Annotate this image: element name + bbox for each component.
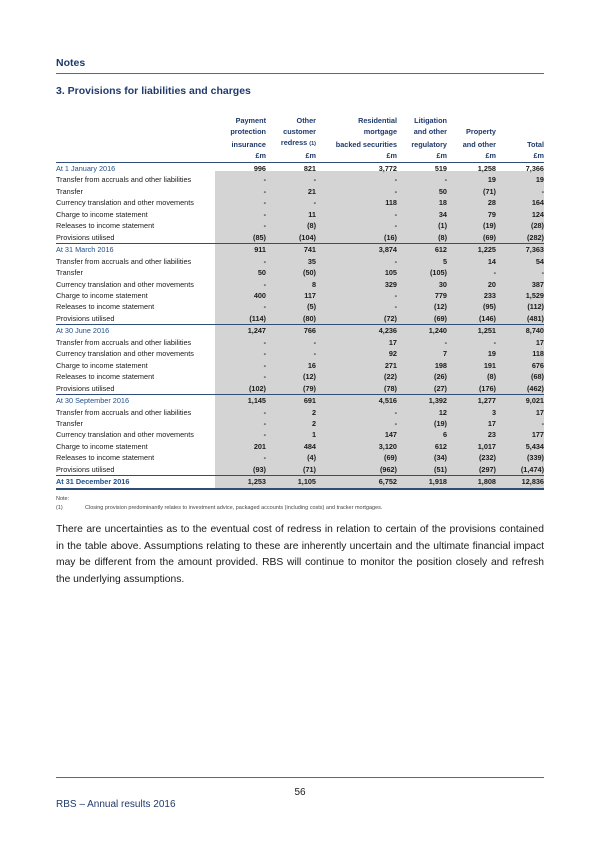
value-cell: 612 (434, 245, 447, 255)
value-cell: 20 (487, 279, 496, 289)
column-header-text: protection (230, 127, 266, 136)
header-row (56, 126, 544, 137)
body-paragraph: There are uncertainties as to the eventual cost of redress in relation to certain of the provisions contained in the table above. Assumptions relating to these are inherently uncertain and the ultimate financial impact may be different from the amount provided. RBS will continue to monitor the position closely and refresh the underlying assumptions. (56, 524, 544, 585)
value-cell: 3,772 (378, 164, 397, 173)
table-row (56, 313, 544, 325)
row-label: At 31 March 2016 (56, 245, 114, 255)
value-cell: 17 (487, 418, 496, 428)
value-cell: (12) (303, 372, 316, 382)
value-cell: (50) (303, 268, 316, 278)
table-row (56, 256, 544, 267)
column-header-text: Litigation (414, 116, 447, 125)
row-label: Charge to income statement (56, 209, 148, 219)
column-header (397, 115, 447, 126)
value-cell: 12 (438, 407, 447, 417)
value-cell: - (263, 302, 266, 312)
row-label: Releases to income statement (56, 372, 155, 382)
column-header-text: redress (280, 138, 308, 147)
table-row (56, 186, 544, 197)
header-label-cell (56, 137, 216, 150)
row-label: Charge to income statement (56, 360, 148, 370)
value-cell: (22) (384, 372, 397, 382)
column-header-text: £m (305, 151, 316, 160)
value-cell: 19 (487, 175, 496, 185)
column-header (397, 137, 447, 150)
value-cell: (28) (531, 221, 544, 231)
value-cell: - (394, 209, 397, 219)
footnote-marker: (1) (309, 141, 316, 147)
value-cell: 3,874 (378, 245, 397, 255)
table-row (56, 395, 544, 407)
value-cell: - (493, 337, 496, 347)
value-cell: - (263, 175, 266, 185)
value-cell: 124 (531, 209, 544, 219)
value-cell: 2 (311, 418, 316, 428)
value-cell: 1 (311, 430, 316, 440)
row-label: Transfer from accruals and other liabilities (56, 175, 192, 185)
table-row (56, 348, 544, 359)
column-header (496, 137, 544, 150)
row-label: Releases to income statement (56, 302, 155, 312)
value-cell: 191 (483, 360, 496, 370)
column-header-text: regulatory (411, 140, 447, 149)
value-cell: 35 (307, 256, 316, 266)
value-cell: (95) (483, 302, 496, 312)
column-header (266, 137, 316, 150)
table-row (56, 418, 544, 429)
column-header-text: Payment (235, 116, 266, 125)
value-cell: (146) (447, 313, 496, 325)
column-header-text: £m (485, 151, 496, 160)
value-cell: 4,516 (378, 396, 397, 406)
value-cell: 16 (307, 360, 316, 370)
value-cell: 519 (434, 164, 447, 173)
value-cell: (114) (216, 313, 266, 325)
value-cell: (19) (434, 418, 447, 428)
column-header-text: backed securities (335, 140, 397, 149)
value-cell: - (263, 198, 266, 208)
table-row (56, 337, 544, 348)
value-cell: - (313, 349, 316, 359)
column-header (316, 150, 397, 163)
note-number: (1) (56, 505, 63, 511)
value-cell: (16) (316, 232, 397, 244)
value-cell: 117 (304, 290, 316, 300)
value-cell: (8) (487, 372, 496, 382)
value-cell: 7,366 (525, 164, 544, 173)
value-cell: 1,529 (525, 290, 544, 300)
header-label-cell (56, 115, 216, 126)
value-cell: - (263, 372, 266, 382)
value-cell: (462) (496, 383, 544, 395)
value-cell: - (263, 256, 266, 266)
table-row (56, 441, 544, 452)
value-cell: - (394, 175, 397, 185)
value-cell: (105) (429, 268, 447, 278)
row-label: Provisions utilised (56, 464, 216, 476)
value-cell: - (263, 418, 266, 428)
value-cell: 92 (388, 349, 397, 359)
footer-title: RBS – Annual results 2016 (56, 799, 176, 810)
value-cell: 17 (535, 337, 544, 347)
column-header-text: mortgage (363, 127, 397, 136)
value-cell: 11 (308, 209, 316, 219)
value-cell: (232) (478, 453, 496, 463)
column-header-text: Total (527, 140, 544, 149)
table-row (56, 197, 544, 208)
column-header-text: and other (413, 127, 447, 136)
row-label: Releases to income statement (56, 221, 155, 231)
value-cell: 17 (388, 337, 397, 347)
table-row (56, 174, 544, 185)
column-header (316, 137, 397, 150)
value-cell: - (263, 349, 266, 359)
value-cell: 1,918 (397, 476, 447, 489)
notes-heading: Notes (56, 57, 86, 69)
table-row (56, 163, 544, 175)
row-label: Transfer from accruals and other liabilities (56, 337, 192, 347)
value-cell: 8 (311, 279, 316, 289)
value-cell: 1,392 (428, 396, 447, 406)
column-header-text: £m (533, 151, 544, 160)
value-cell: (8) (307, 221, 316, 231)
value-cell: 50 (257, 268, 266, 278)
value-cell: - (263, 360, 266, 370)
column-header (316, 126, 397, 137)
value-cell: 996 (253, 164, 266, 173)
value-cell: - (263, 453, 266, 463)
table-row (56, 464, 544, 476)
value-cell: 18 (438, 198, 447, 208)
value-cell: 3 (491, 407, 496, 417)
value-cell: 7,363 (525, 245, 544, 255)
value-cell: 400 (253, 290, 266, 300)
value-cell: 105 (384, 268, 397, 278)
value-cell: (69) (447, 232, 496, 244)
value-cell: 177 (531, 430, 544, 440)
value-cell: 30 (438, 279, 447, 289)
column-header (266, 115, 316, 126)
header-label-cell (56, 126, 216, 137)
value-cell: (27) (397, 383, 447, 395)
column-header (496, 150, 544, 163)
table-row (56, 371, 544, 382)
value-cell: (26) (434, 372, 447, 382)
value-cell: 14 (487, 256, 496, 266)
value-cell: (8) (397, 232, 447, 244)
value-cell: 1,808 (447, 476, 496, 489)
value-cell: (282) (496, 232, 544, 244)
value-cell: 387 (531, 279, 544, 289)
value-cell: - (313, 337, 316, 347)
row-label: At 30 June 2016 (56, 326, 110, 336)
value-cell: 5,434 (525, 441, 544, 451)
row-label: At 31 December 2016 (56, 476, 216, 489)
value-cell: (71) (266, 464, 316, 476)
section-title: 3. Provisions for liabilities and charges (56, 85, 251, 97)
value-cell: 50 (438, 186, 447, 196)
value-cell: - (263, 430, 266, 440)
value-cell: 198 (434, 360, 447, 370)
value-cell: (85) (216, 232, 266, 244)
value-cell: 1,277 (477, 396, 496, 406)
value-cell: 1,251 (477, 326, 496, 336)
value-cell: - (394, 418, 397, 428)
row-label: Transfer from accruals and other liabilities (56, 256, 192, 266)
value-cell: 779 (434, 290, 447, 300)
value-cell: 23 (487, 430, 496, 440)
value-cell: 4,236 (378, 326, 397, 336)
table-row (56, 301, 544, 312)
table-row (56, 267, 544, 278)
column-header (216, 115, 266, 126)
value-cell: (297) (447, 464, 496, 476)
value-cell: (34) (434, 453, 447, 463)
value-cell: - (394, 290, 397, 300)
value-cell: 1,105 (266, 476, 316, 489)
value-cell: 17 (535, 407, 544, 417)
column-header-text: £m (255, 151, 266, 160)
value-cell: - (263, 186, 266, 196)
row-label: Transfer from accruals and other liabilities (56, 407, 192, 417)
value-cell: 118 (532, 349, 544, 359)
row-label: Currency translation and other movements (56, 198, 194, 208)
value-cell: (1) (438, 221, 447, 231)
column-header (447, 150, 496, 163)
value-cell: (68) (531, 372, 544, 382)
value-cell: 6,752 (316, 476, 397, 489)
row-label: Charge to income statement (56, 290, 148, 300)
value-cell: 7 (442, 349, 447, 359)
table-row (56, 244, 544, 256)
value-cell: - (313, 175, 316, 185)
value-cell: 79 (487, 209, 496, 219)
value-cell: 1,017 (477, 441, 496, 451)
value-cell: 741 (303, 245, 316, 255)
value-cell: 164 (531, 198, 544, 208)
column-header (316, 115, 397, 126)
row-label: At 1 January 2016 (56, 164, 116, 173)
row-label: Provisions utilised (56, 383, 216, 395)
page-number: 56 (294, 787, 306, 798)
table-row (56, 407, 544, 418)
value-cell: (71) (483, 186, 496, 196)
column-header (447, 126, 496, 137)
value-cell: - (394, 407, 397, 417)
header-row (56, 150, 544, 163)
footer-divider (56, 777, 544, 778)
value-cell: (4) (307, 453, 316, 463)
table-row (56, 476, 544, 489)
header-row (56, 137, 544, 150)
header-row (56, 115, 544, 126)
value-cell: (72) (316, 313, 397, 325)
value-cell: - (313, 198, 316, 208)
value-cell: - (263, 337, 266, 347)
value-cell: (1,474) (496, 464, 544, 476)
column-header (266, 150, 316, 163)
column-header (496, 115, 544, 126)
row-label: At 30 September 2016 (56, 396, 130, 406)
column-header (447, 137, 496, 150)
column-header-text: £m (386, 151, 397, 160)
row-label: Provisions utilised (56, 313, 216, 325)
value-cell: (69) (384, 453, 397, 463)
table-row (56, 279, 544, 290)
value-cell: - (394, 221, 397, 231)
value-cell: 691 (303, 396, 316, 406)
value-cell: 9,021 (525, 396, 544, 406)
value-cell: 12,836 (496, 476, 544, 489)
row-label: Provisions utilised (56, 232, 216, 244)
value-cell: 19 (535, 175, 544, 185)
note-text: Closing provision predominantly relates to investment advice, packaged accounts (including costs) and tracker mortgages. (85, 505, 383, 511)
value-cell: 1,145 (247, 396, 266, 406)
value-cell: (5) (307, 302, 316, 312)
value-cell: 612 (434, 441, 447, 451)
provisions-table (56, 115, 544, 490)
column-header-text: insurance (231, 140, 266, 149)
header-divider (56, 73, 544, 74)
value-cell: - (444, 175, 447, 185)
value-cell: 2 (311, 407, 316, 417)
column-header (266, 126, 316, 137)
row-label: Releases to income statement (56, 453, 155, 463)
provisions-table-container (56, 115, 544, 490)
value-cell: (102) (216, 383, 266, 395)
value-cell: 34 (438, 209, 447, 219)
value-cell: - (394, 256, 397, 266)
value-cell: 19 (487, 349, 496, 359)
value-cell: 329 (384, 279, 397, 289)
value-cell: 118 (385, 198, 397, 208)
value-cell: 766 (303, 326, 316, 336)
value-cell: 484 (303, 441, 316, 451)
value-cell: (19) (483, 221, 496, 231)
row-label: Transfer (56, 418, 83, 428)
value-cell: (339) (526, 453, 544, 463)
value-cell: 676 (531, 360, 544, 370)
column-header-text: Residential (358, 116, 397, 125)
table-row (56, 209, 544, 220)
value-cell: 28 (487, 198, 496, 208)
value-cell: (69) (397, 313, 447, 325)
value-cell: 1,240 (428, 326, 447, 336)
table-row (56, 290, 544, 301)
column-header (447, 115, 496, 126)
column-header (397, 126, 447, 137)
value-cell: (104) (266, 232, 316, 244)
column-header-text: £m (436, 151, 447, 160)
row-label: Charge to income statement (56, 441, 148, 451)
row-label: Transfer (56, 268, 83, 278)
value-cell: 233 (483, 290, 496, 300)
row-label: Currency translation and other movements (56, 279, 194, 289)
value-cell: - (444, 337, 447, 347)
value-cell: (112) (527, 302, 544, 312)
value-cell: 1,258 (477, 164, 496, 173)
value-cell: 54 (535, 256, 544, 266)
value-cell: 5 (442, 256, 447, 266)
value-cell: - (541, 268, 544, 278)
column-header (216, 126, 266, 137)
table-row (56, 360, 544, 371)
value-cell: 1,225 (477, 245, 496, 255)
table-row (56, 429, 544, 440)
value-cell: - (263, 221, 266, 231)
value-cell: (12) (434, 302, 447, 312)
row-label: Currency translation and other movements (56, 349, 194, 359)
value-cell: (481) (496, 313, 544, 325)
value-cell: - (394, 302, 397, 312)
column-header-text: Other (296, 116, 316, 125)
table-row (56, 452, 544, 463)
value-cell: 6 (442, 430, 447, 440)
value-cell: - (263, 279, 266, 289)
value-cell: (78) (316, 383, 397, 395)
column-header-text: customer (283, 127, 316, 136)
column-header (496, 126, 544, 137)
value-cell: 1,253 (216, 476, 266, 489)
column-header (397, 150, 447, 163)
value-cell: - (541, 418, 544, 428)
value-cell: 271 (384, 360, 397, 370)
column-header (216, 150, 266, 163)
value-cell: 21 (307, 186, 316, 196)
value-cell: 201 (253, 441, 266, 451)
value-cell: (79) (266, 383, 316, 395)
row-label: Transfer (56, 186, 83, 196)
value-cell: (962) (316, 464, 397, 476)
value-cell: - (263, 209, 266, 219)
value-cell: 147 (384, 430, 397, 440)
value-cell: (93) (216, 464, 266, 476)
value-cell: 1,247 (247, 326, 266, 336)
header-label-cell (56, 150, 216, 163)
table-row (56, 232, 544, 244)
column-header-text: and other (462, 140, 496, 149)
value-cell: (176) (447, 383, 496, 395)
table-row (56, 220, 544, 231)
note-label: Note: (56, 496, 70, 502)
value-cell: 8,740 (525, 326, 544, 336)
table-row (56, 383, 544, 395)
column-header-text: Property (465, 127, 496, 136)
value-cell: 3,120 (378, 441, 397, 451)
table-row (56, 325, 544, 337)
value-cell: 821 (303, 164, 316, 173)
value-cell: - (541, 186, 544, 196)
column-header (216, 137, 266, 150)
value-cell: (51) (397, 464, 447, 476)
value-cell: - (493, 268, 496, 278)
value-cell: - (263, 407, 266, 417)
value-cell: - (394, 186, 397, 196)
value-cell: 911 (254, 245, 266, 255)
value-cell: (80) (266, 313, 316, 325)
row-label: Currency translation and other movements (56, 430, 194, 440)
